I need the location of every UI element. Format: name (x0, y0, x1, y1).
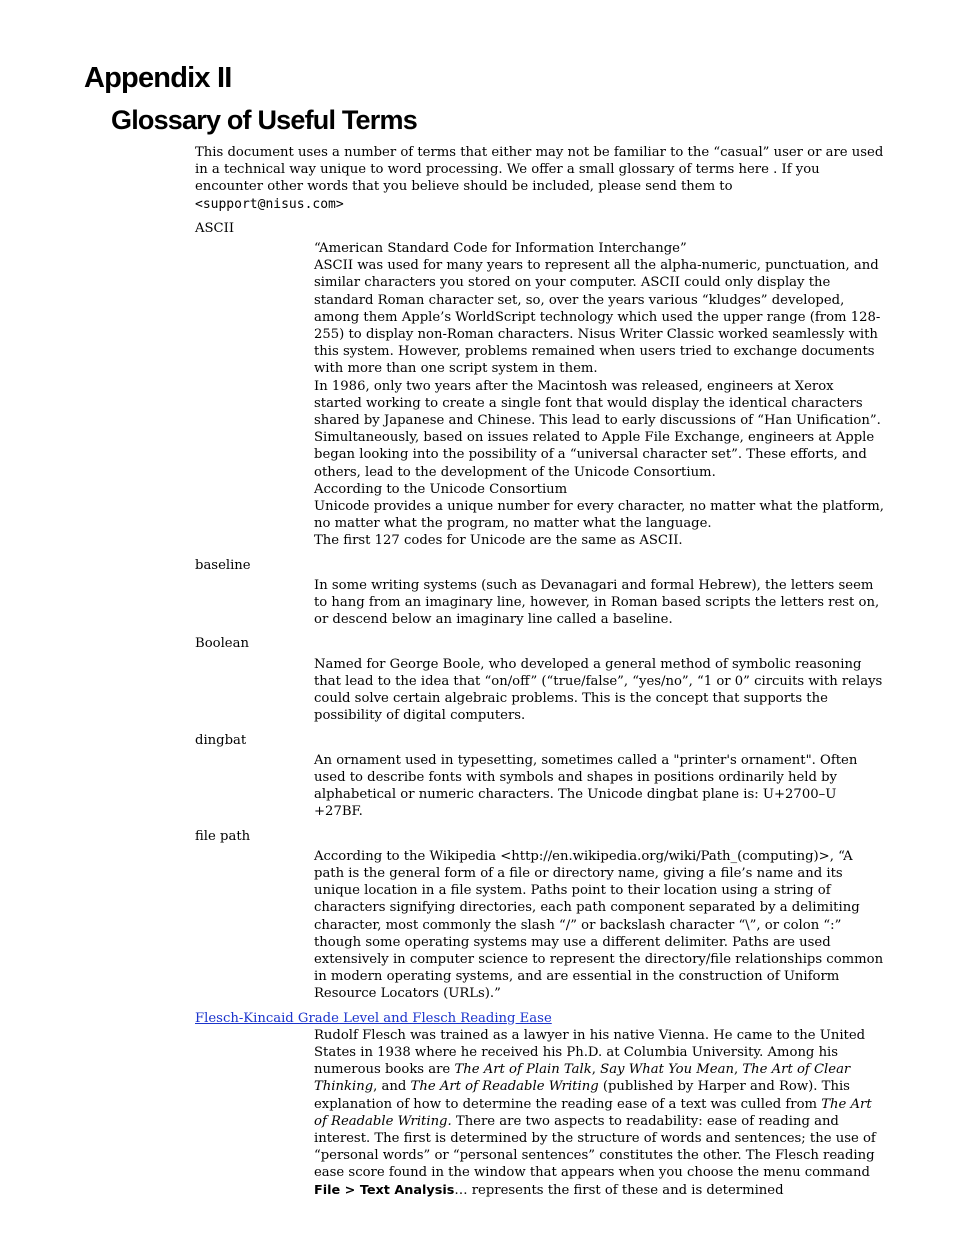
appendix-title: Appendix II (84, 62, 232, 94)
book-title: The Art of Readable Writing (410, 1079, 599, 1095)
book-title: The Art of Plain Talk (454, 1062, 592, 1078)
definition-file-path (314, 845, 885, 1003)
flesch-text (314, 1027, 885, 1199)
dingbat-text: An ornament used in typesetting, sometimes called a "printer's ornament". Often used to describe fonts with symbols and shapes in positions ordinarily held by alphabetical or numeric characters. The Unicode dingbat plane is: U+2700–U +27BF. (314, 752, 858, 820)
term-dingbat: dingbat (195, 732, 247, 748)
definition-dingbat (314, 749, 885, 821)
flesch-text-part: , and (373, 1079, 411, 1095)
glossary-title: Glossary of Useful Terms (111, 105, 417, 135)
ascii-paragraph: ASCII was used for many years to represent all the alpha-numeric, punctuation, and similar characters you stored on your computer. ASCII could only display the standard Roman character set, so, over the years various “kludges” developed, among them Apple’s WorldScript technology which used the upper range (from 128-255) to display non-Roman characters. Nisus Writer Classic worked seamlessly with this system. However, problems remained when users tried to exchange documents with more than one script system in them. (314, 258, 881, 377)
flesch-text-part: … represents the first of these and is determined (454, 1182, 784, 1198)
menu-command: File > Text Analysis (314, 1182, 455, 1198)
definition-baseline (314, 574, 885, 629)
ascii-paragraph: In 1986, only two years after the Macintosh was released, engineers at Xerox started working to create a single font that would display the identical characters shared by Japanese and Chinese. This lead to early discussions of “Han Unification”. Simultaneously, based on issues related to Apple File Exchange, engineers at Apple began looking into the possibility of a “universal character set”. These efforts, and others, lead to the development of the Unicode Consortium. (314, 378, 881, 480)
definition-flesch (314, 1027, 885, 1199)
intro-paragraph (195, 144, 885, 213)
term-flesch-link[interactable] (195, 1010, 885, 1027)
flesch-link[interactable]: Flesch-Kincaid Grade Level and Flesch Reading Ease (195, 1010, 552, 1026)
intro-text: This document uses a number of terms that either may not be familiar to the “casual” user or are used in a technical way unique to word processing. We offer a small glossary of terms here . If you encounter other words that you believe should be included, please send them to (195, 145, 884, 195)
ascii-paragraph: The first 127 codes for Unicode are the same as ASCII. (314, 533, 683, 549)
ascii-paragraph: Unicode provides a unique number for every character, no matter what the platform, no matter what the program, no matter what the language. (314, 499, 884, 532)
flesch-text-part: (published by Harper and Row). This explanation of how to determine the reading ease of a text was culled from (314, 1079, 850, 1112)
boolean-text: Named for George Boole, who developed a general method of symbolic reasoning that lead to the idea that “on/off” (“true/false”, “yes/no”, “1 or 0” circuits with relays could solve certain algebraic problems. This is the concept that supports the possibility of digital computers. (314, 656, 883, 724)
ascii-expansion: “American Standard Code for Information Interchange” (314, 241, 687, 257)
book-title: Say What You Mean (600, 1062, 734, 1078)
glossary-body (195, 144, 885, 1206)
flesch-text-part: Rudolf Flesch was trained as a lawyer in his native Vienna. He came to the United States in 1938 where he received his Ph.D. at Columbia University. Among his numerous books are (314, 1027, 866, 1078)
baseline-text: In some writing systems (such as Devanagari and formal Hebrew), the letters seem to hang from an imaginary line, however, in Roman based scripts the letters rest on, or descend below an imaginary line called a baseline. (314, 577, 880, 628)
term-ascii: ASCII (195, 220, 235, 236)
definition-boolean (314, 653, 885, 725)
book-title: The Art of Readable Writing. (314, 1096, 872, 1129)
book-title: The Art of Clear Thinking (314, 1062, 851, 1095)
flesch-text-part: , (591, 1062, 601, 1078)
definition-ascii (314, 237, 885, 550)
support-email: <support@nisus.com> (195, 196, 344, 212)
term-file-path: file path (195, 828, 251, 844)
ascii-paragraph: According to the Unicode Consortium (314, 481, 568, 497)
file-path-text: According to the Wikipedia <http://en.wikipedia.org/wiki/Path_(computing)>, “A path is the general form of a file or directory name, giving a file’s name and its unique location in a file system. Paths point to their location using a string of characters signifying directories, each path component separated by a delimiting character, most commonly the slash “/” or backslash character “\”, or colon “:” though some operating systems may use a different delimiter. Paths are used extensively in computer science to represent the directory/file relationships common in modern operating systems, and are essential in the construction of Uniform Resource Locators (URLs).” (314, 848, 884, 1002)
term-baseline: baseline (195, 557, 251, 573)
flesch-text-part: There are two aspects to readability: ease of reading and interest. The first is determined by the structure of words and sentences; the use of “personal words” or “personal sentences” constitutes the other. The Flesch reading ease score found in the window that appears when you choose the menu command (314, 1113, 876, 1181)
term-boolean: Boolean (195, 636, 249, 652)
flesch-text-part: , (733, 1062, 743, 1078)
